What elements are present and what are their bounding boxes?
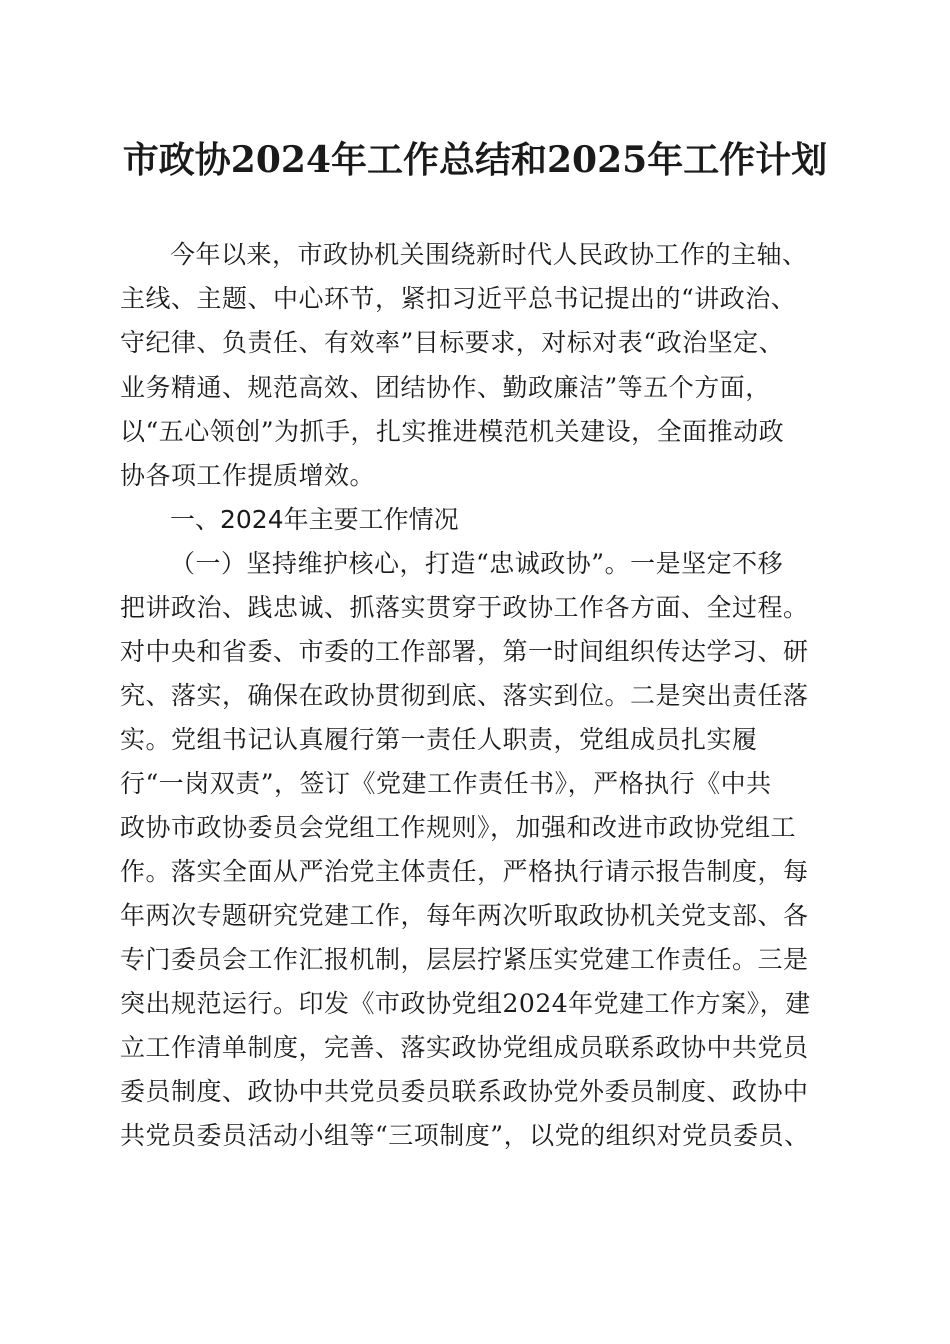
intro-line: 协各项工作提质增效。 bbox=[120, 461, 376, 490]
intro-line: 主线、主题、中心环节，紧扣习近平总书记提出的“讲政治、 bbox=[120, 284, 797, 313]
intro-line: 以“五心领创”为抓手，扎实推进模范机关建设，全面推动政 bbox=[120, 417, 785, 446]
body-line: 政协市政协委员会党组工作规则》，加强和改进市政协党组工 bbox=[120, 813, 797, 842]
body-line: 作。落实全面从严治党主体责任，严格执行请示报告制度，每 bbox=[120, 857, 809, 886]
body-line: 立工作清单制度，完善、落实政协党组成员联系政协中共党员 bbox=[120, 1033, 809, 1062]
intro-line: 守纪律、负责任、有效率”目标要求，对标对表“政治坚定、 bbox=[120, 328, 785, 357]
section-heading: 一、2024年主要工作情况 bbox=[170, 505, 459, 534]
body-line: 对中央和省委、市委的工作部署，第一时间组织传达学习、研 bbox=[120, 637, 809, 666]
body-line: 委员制度、政协中共党员委员联系政协党外委员制度、政协中 bbox=[120, 1077, 809, 1106]
body-line: 实。党组书记认真履行第一责任人职责，党组成员扎实履 bbox=[120, 725, 758, 754]
body-line: 突出规范运行。印发《市政协党组2024年党建工作方案》，建 bbox=[120, 989, 811, 1018]
intro-line: 今年以来，市政协机关围绕新时代人民政协工作的主轴、 bbox=[170, 240, 808, 269]
intro-line: 业务精通、规范高效、团结协作、勤政廉洁”等五个方面， bbox=[120, 373, 771, 402]
document-title: 市政协2024年工作总结和2025年工作计划 bbox=[122, 139, 828, 181]
body-line: 把讲政治、践忠诚、抓落实贯穿于政协工作各方面、全过程。 bbox=[120, 593, 809, 622]
body-line: 行“一岗双责”，签订《党建工作责任书》，严格执行《中共 bbox=[120, 769, 772, 798]
body-line: 究、落实，确保在政协贯彻到底、落实到位。二是突出责任落 bbox=[120, 681, 809, 710]
body-line: 共党员委员活动小组等“三项制度”，以党的组织对党员委员、 bbox=[120, 1121, 810, 1150]
body-line: 年两次专题研究党建工作，每年两次听取政协机关党支部、各 bbox=[120, 901, 809, 930]
body-line: 专门委员会工作汇报机制，层层拧紧压实党建工作责任。三是 bbox=[120, 945, 809, 974]
body-line: （一）坚持维护核心，打造“忠诚政协”。一是坚定不移 bbox=[170, 549, 784, 578]
